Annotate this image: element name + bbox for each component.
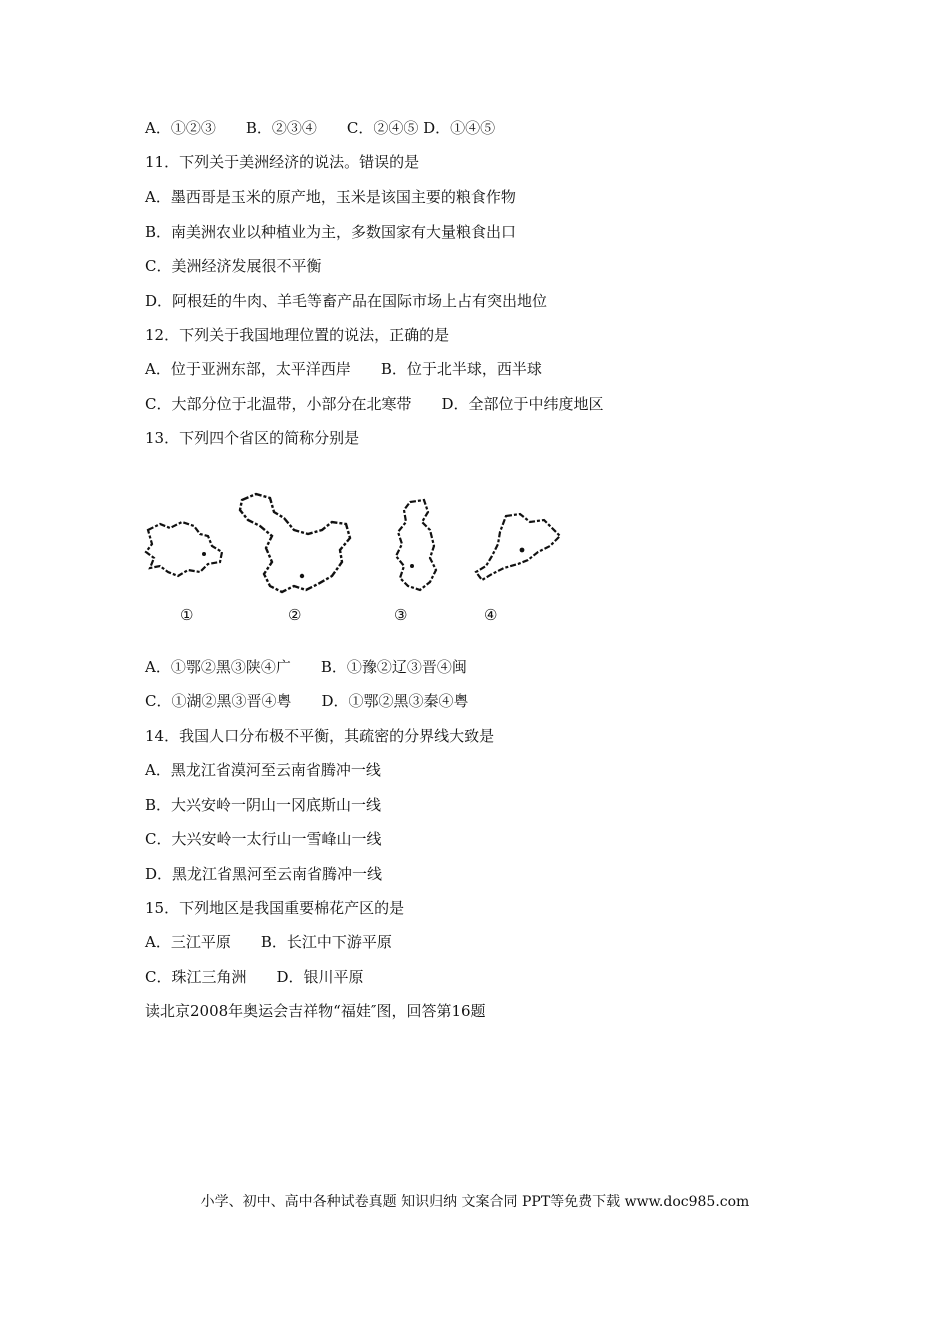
question-15: 15．下列地区是我国重要棉花产区的是 xyxy=(145,899,405,917)
province-map-2 xyxy=(236,490,356,598)
question-12: 12．下列关于我国地理位置的说法，正确的是 xyxy=(145,326,450,344)
question-14: 14．我国人口分布极不平衡，其疏密的分界线大致是 xyxy=(145,727,495,745)
options-13cd: C．①湖②黑③晋④粤 D．①鄂②黑③秦④粤 xyxy=(145,692,469,710)
question-13: 13．下列四个省区的简称分别是 xyxy=(145,429,360,447)
options-12cd: C．大部分位于北温带，小部分在北寒带 D．全部位于中纬度地区 xyxy=(145,395,604,413)
option-11b: B．南美洲农业以种植业为主，多数国家有大量粮食出口 xyxy=(145,223,517,241)
option-14d: D．黑龙江省黑河至云南省腾冲一线 xyxy=(145,865,383,883)
map-label-1: ① xyxy=(180,606,194,624)
options-12ab: A．位于亚洲东部，太平洋西岸 B．位于北半球，西半球 xyxy=(145,360,542,378)
options-13ab: A．①鄂②黑③陕④广 B．①豫②辽③晋④闽 xyxy=(145,658,467,676)
map-label-3: ③ xyxy=(394,606,408,624)
option-11a: A．墨西哥是玉米的原产地，玉米是该国主要的粮食作物 xyxy=(145,188,516,206)
options-15cd: C．珠江三角洲 D．银川平原 xyxy=(145,968,364,986)
option-14a: A．黑龙江省漠河至云南省腾冲一线 xyxy=(145,761,381,779)
answer-options-q10: A．①②③ B．②③④ C．②④⑤ D．①④⑤ xyxy=(145,119,496,137)
page-footer: 小学、初中、高中各种试卷真题 知识归纳 文案合同 PPT等免费下载 www.doc985.com xyxy=(200,1194,750,1210)
question-11: 11．下列关于美洲经济的说法。错误的是 xyxy=(145,153,420,171)
province-map-4 xyxy=(470,510,566,590)
option-11d: D．阿根廷的牛肉、羊毛等畜产品在国际市场上占有突出地位 xyxy=(145,292,548,310)
map-label-4: ④ xyxy=(484,606,498,624)
province-map-3 xyxy=(390,496,446,596)
map-label-2: ② xyxy=(288,606,302,624)
option-14b: B．大兴安岭一阴山一冈底斯山一线 xyxy=(145,796,382,814)
option-14c: C．大兴安岭一太行山一雪峰山一线 xyxy=(145,830,382,848)
province-maps xyxy=(140,488,580,628)
question-16-intro: 读北京2008年奥运会吉祥物“福娃″图，回答第16题 xyxy=(145,1002,486,1020)
province-map-1 xyxy=(142,518,228,588)
options-15ab: A．三江平原 B．长江中下游平原 xyxy=(145,933,392,951)
option-11c: C．美洲经济发展很不平衡 xyxy=(145,257,322,275)
